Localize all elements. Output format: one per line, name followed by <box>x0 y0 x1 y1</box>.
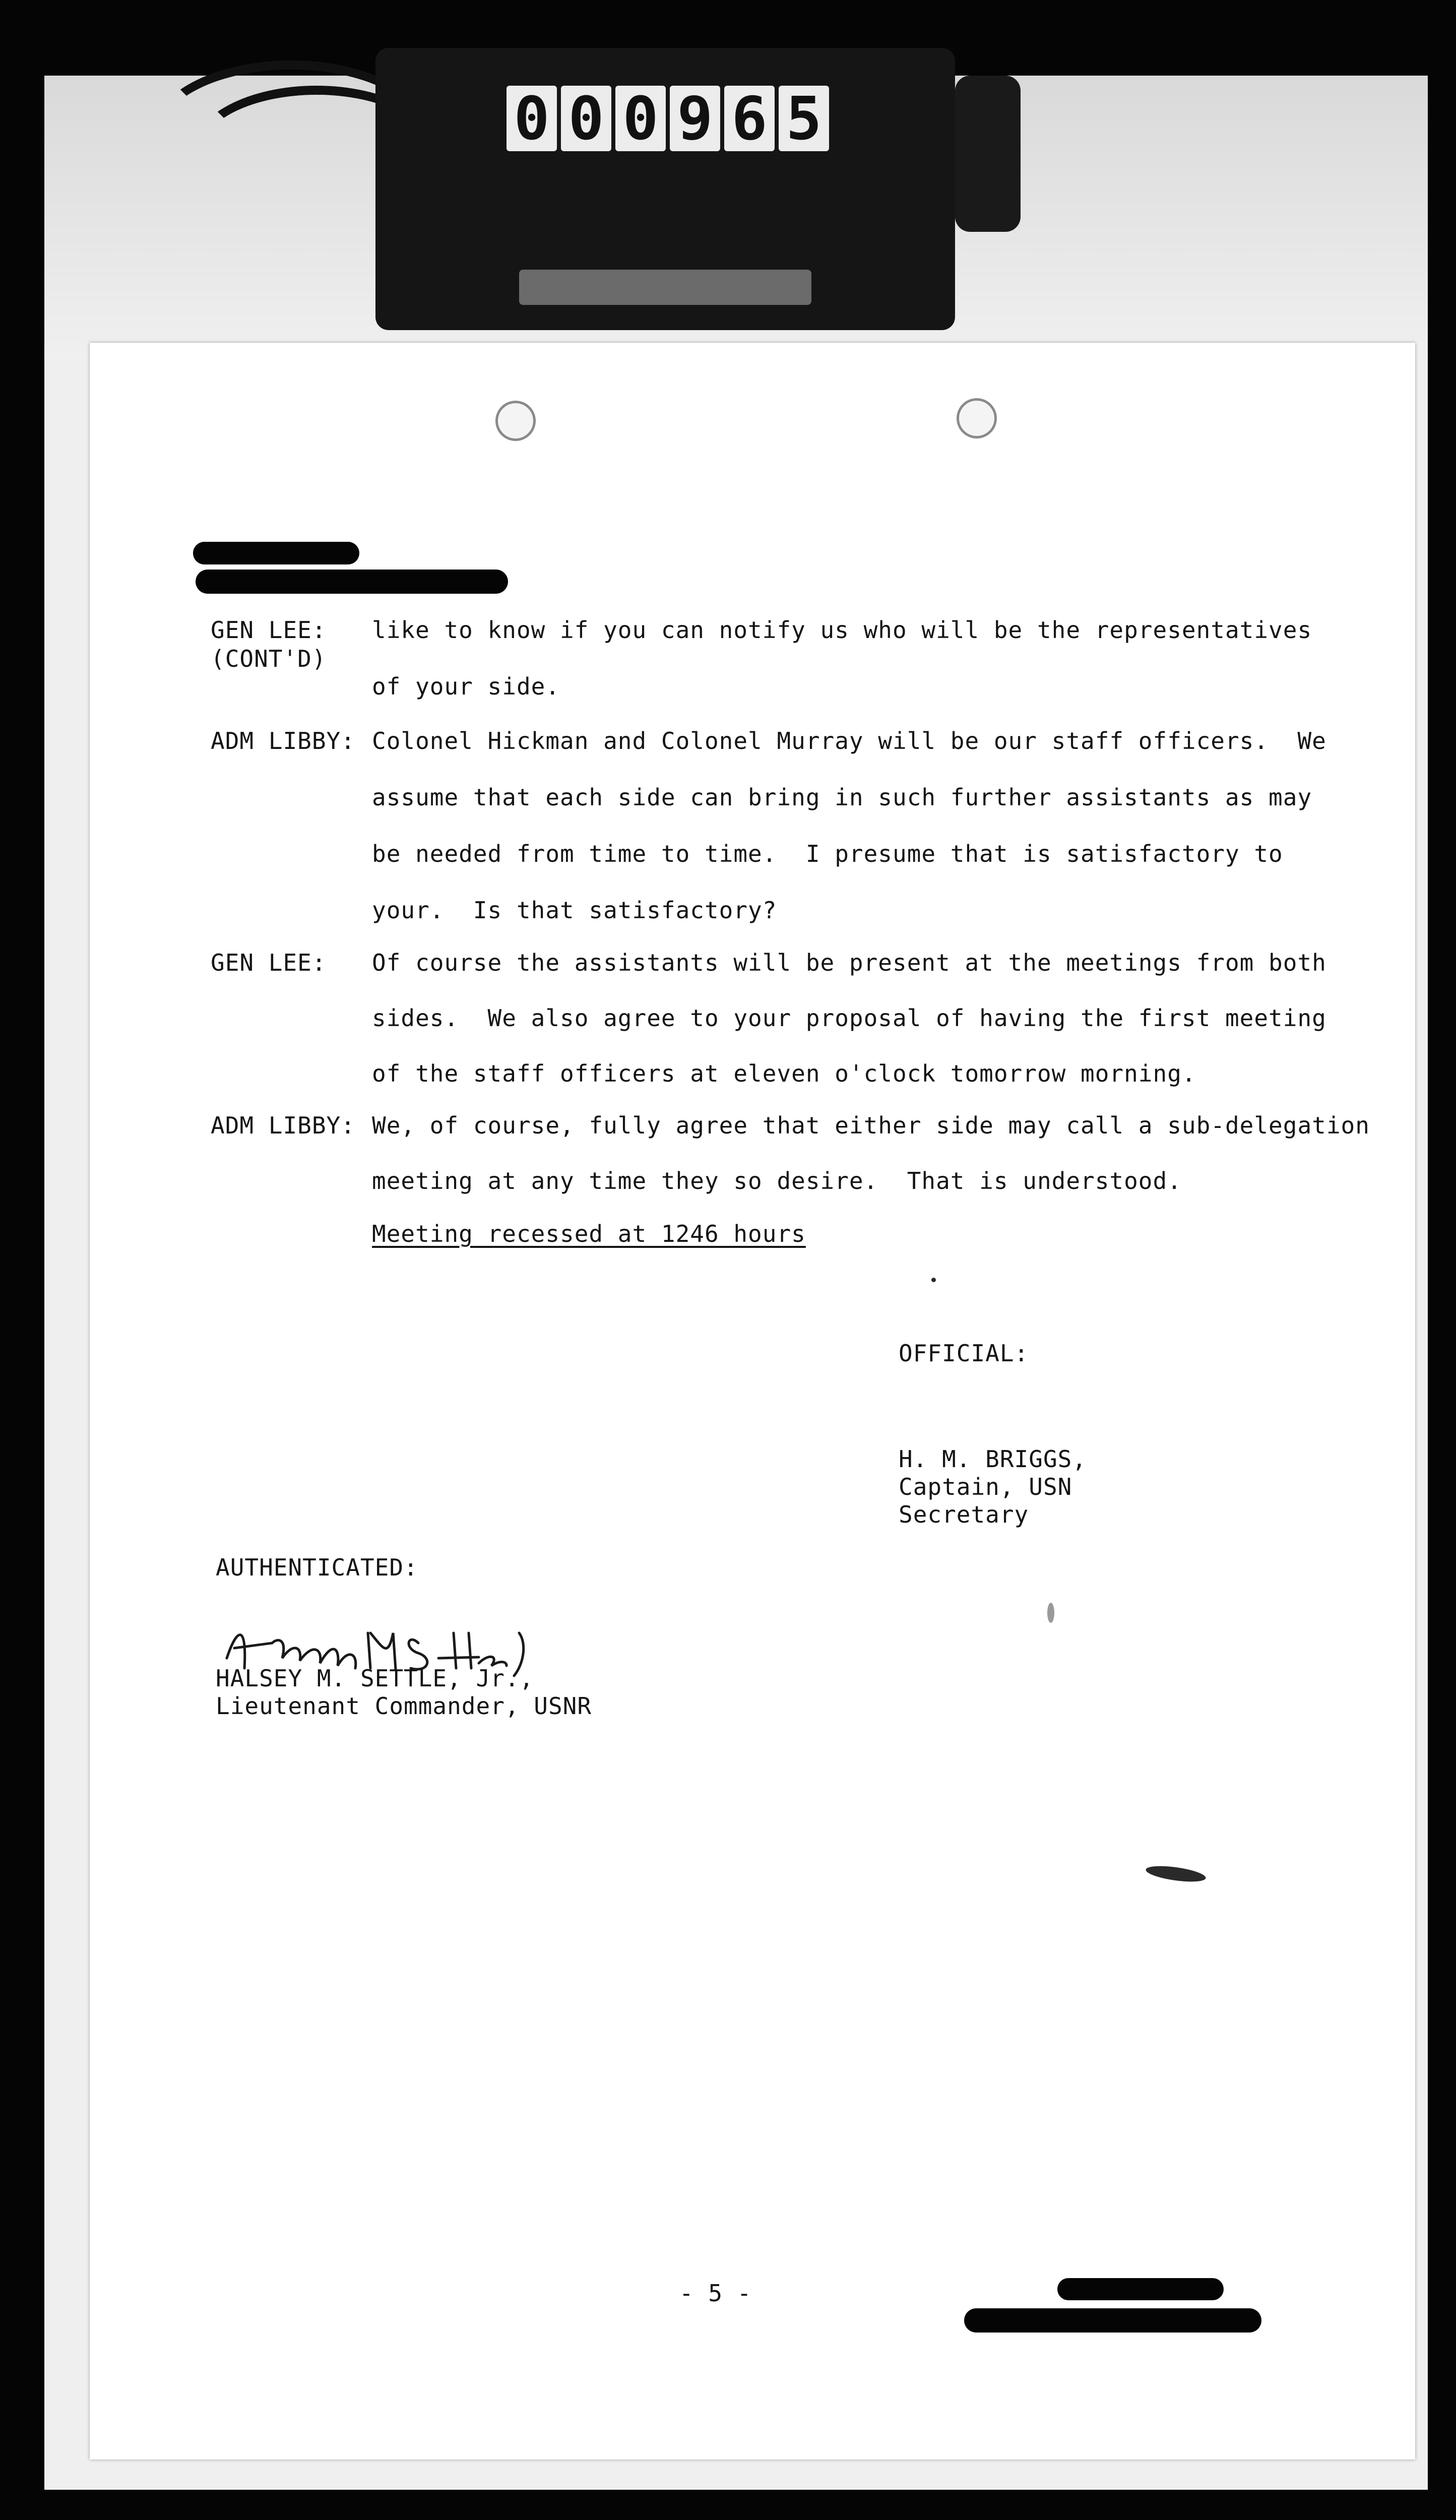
transcript-line: meeting at any time they so desire. That is understood. <box>372 1167 1182 1194</box>
authenticated-label: AUTHENTICATED: <box>216 1554 418 1581</box>
page-number: - 5 - <box>679 2280 752 2307</box>
ink-smudge <box>1145 1863 1207 1884</box>
counter-digit: 0 <box>561 86 611 151</box>
recess-note: Meeting recessed at 1246 hours <box>372 1220 806 1247</box>
counter-digit: 6 <box>724 86 775 151</box>
speaker-label: ADM LIBBY: <box>211 727 355 754</box>
authenticated-rank: Lieutenant Commander, USNR <box>216 1692 592 1720</box>
dust-speck <box>931 1278 936 1282</box>
official-label: OFFICIAL: <box>899 1340 1029 1367</box>
speaker-label: ADM LIBBY: <box>211 1112 355 1139</box>
counter-knob <box>955 76 1021 232</box>
official-name: H. M. BRIGGS, <box>899 1445 1087 1473</box>
redaction-bar <box>196 570 508 594</box>
counter-digits <box>499 86 837 154</box>
scratch-mark <box>1047 1603 1054 1623</box>
redaction-bar <box>193 542 359 564</box>
counter-digit: 5 <box>779 86 829 151</box>
authenticated-name: HALSEY M. SETTLE, Jr., <box>216 1665 534 1692</box>
counter-digit: 0 <box>507 86 557 151</box>
transcript-line: sides. We also agree to your proposal of having the first meeting <box>372 1004 1326 1032</box>
transcript-line: Of course the assistants will be present at the meetings from both <box>372 949 1326 976</box>
transcript-line: be needed from time to time. I presume that is satisfactory to <box>372 840 1283 867</box>
counter-plate <box>519 270 811 305</box>
redaction-bar <box>964 2308 1261 2333</box>
transcript-line: of the staff officers at eleven o'clock tomorrow morning. <box>372 1060 1196 1087</box>
official-rank: Captain, USN <box>899 1473 1072 1500</box>
transcript-line: assume that each side can bring in such further assistants as may <box>372 784 1312 811</box>
official-title: Secretary <box>899 1501 1029 1528</box>
signature-image <box>217 1613 539 1678</box>
redaction-bar <box>1057 2278 1224 2300</box>
transcript-line: like to know if you can notify us who will be the representatives <box>372 616 1312 644</box>
speaker-label: GEN LEE: <box>211 949 327 976</box>
transcript-line: Colonel Hickman and Colonel Murray will be our staff officers. We <box>372 727 1326 754</box>
speaker-note: (CONT'D) <box>211 645 327 672</box>
punch-hole-right <box>957 398 997 438</box>
speaker-label: GEN LEE: <box>211 616 327 644</box>
transcript-line: We, of course, fully agree that either side may call a sub-delegation <box>372 1112 1370 1139</box>
document-page <box>90 343 1415 2460</box>
counter-digit: 0 <box>615 86 666 151</box>
counter-digit: 9 <box>670 86 720 151</box>
punch-hole-left <box>495 401 536 441</box>
transcript-line: your. Is that satisfactory? <box>372 897 777 924</box>
transcript-line: of your side. <box>372 673 560 700</box>
